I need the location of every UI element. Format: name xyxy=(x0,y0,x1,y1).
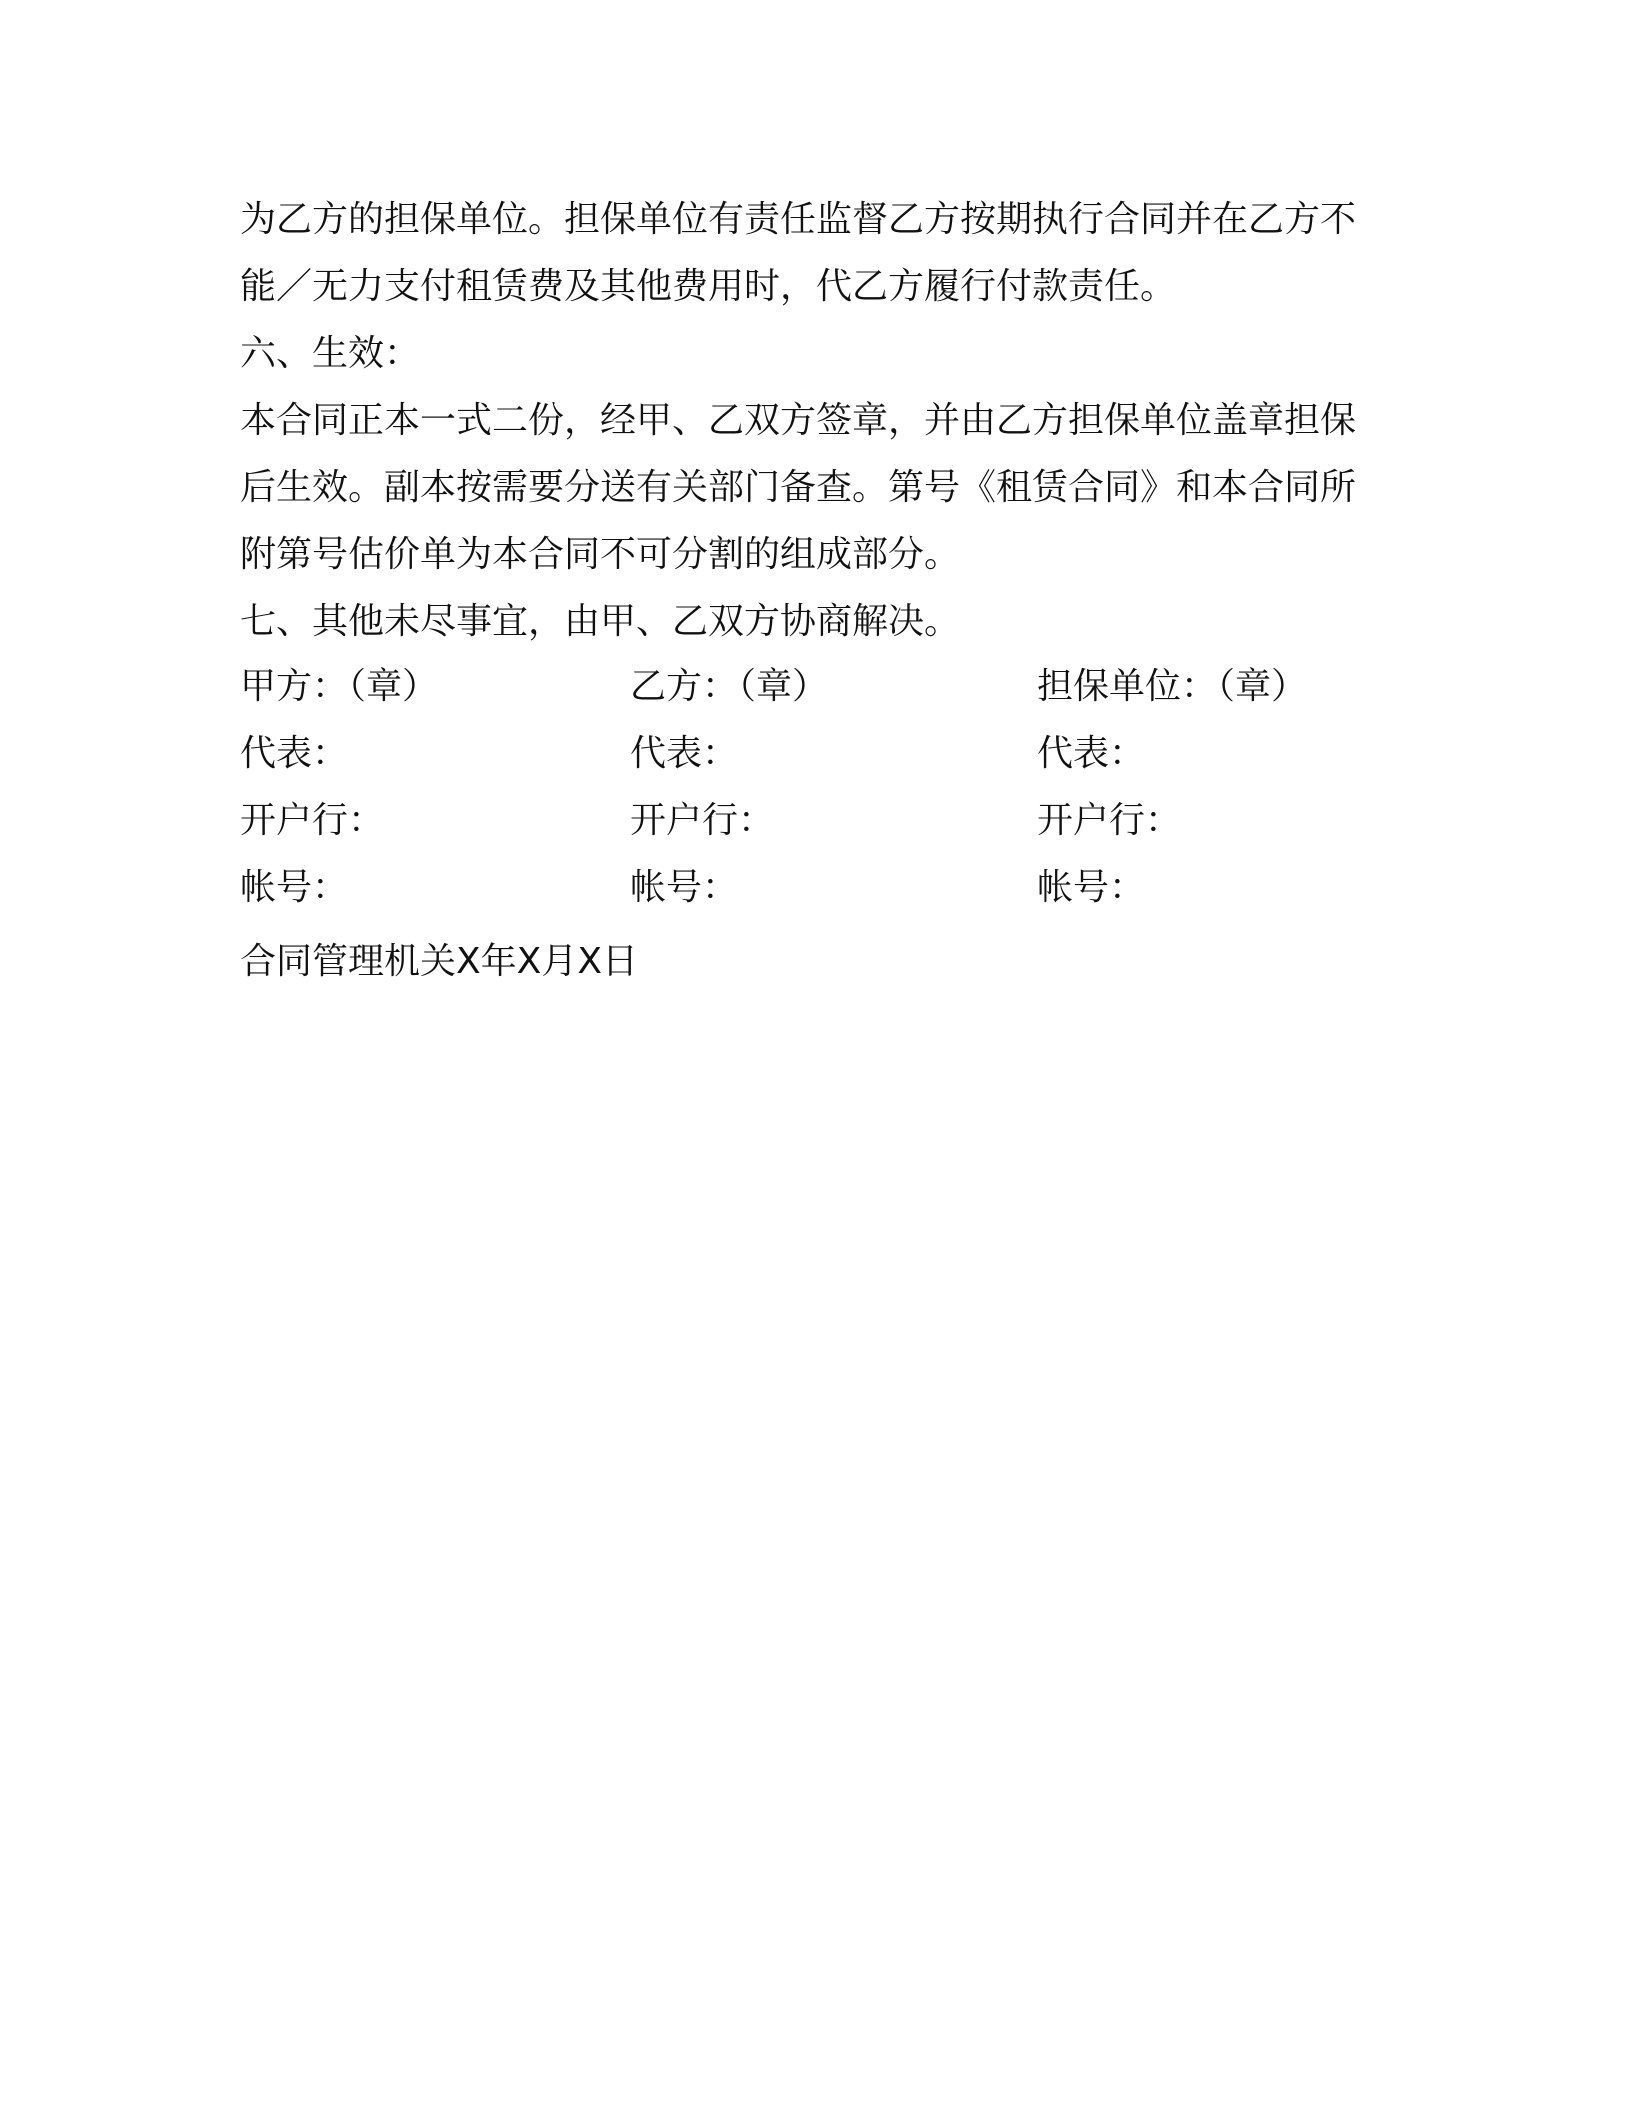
party-b-bank: 开户行： xyxy=(630,800,775,841)
body-line: 附第号估价单为本合同不可分割的组成部分。 xyxy=(240,534,961,575)
body-line: 能／无力支付租赁费及其他费用时，代乙方履行付款责任。 xyxy=(240,266,1177,307)
party-a-bank: 开户行： xyxy=(240,800,385,841)
guarantor-bank: 开户行： xyxy=(1037,800,1182,841)
contract-management-date: 合同管理机关X年X月X日 xyxy=(240,941,638,982)
section-heading-other: 七、其他未尽事宜，由甲、乙双方协商解决。 xyxy=(240,601,961,642)
section-heading-effect: 六、生效： xyxy=(240,333,421,374)
guarantor-title: 担保单位：（章） xyxy=(1037,666,1308,707)
party-a-title: 甲方：（章） xyxy=(240,666,439,707)
contract-body xyxy=(240,186,1390,655)
body-line: 为乙方的担保单位。担保单位有责任监督乙方按期执行合同并在乙方不 xyxy=(240,199,1357,240)
party-a-account: 帐号： xyxy=(240,867,349,908)
party-b-title: 乙方：（章） xyxy=(630,666,829,707)
party-b-account: 帐号： xyxy=(630,867,739,908)
party-a-representative: 代表： xyxy=(240,733,349,774)
guarantor-representative: 代表： xyxy=(1037,733,1146,774)
body-line: 本合同正本一式二份，经甲、乙双方签章，并由乙方担保单位盖章担保 xyxy=(240,400,1357,441)
guarantor-account: 帐号： xyxy=(1037,867,1146,908)
party-b-representative: 代表： xyxy=(630,733,739,774)
body-line: 后生效。副本按需要分送有关部门备查。第号《租赁合同》和本合同所 xyxy=(240,467,1357,508)
